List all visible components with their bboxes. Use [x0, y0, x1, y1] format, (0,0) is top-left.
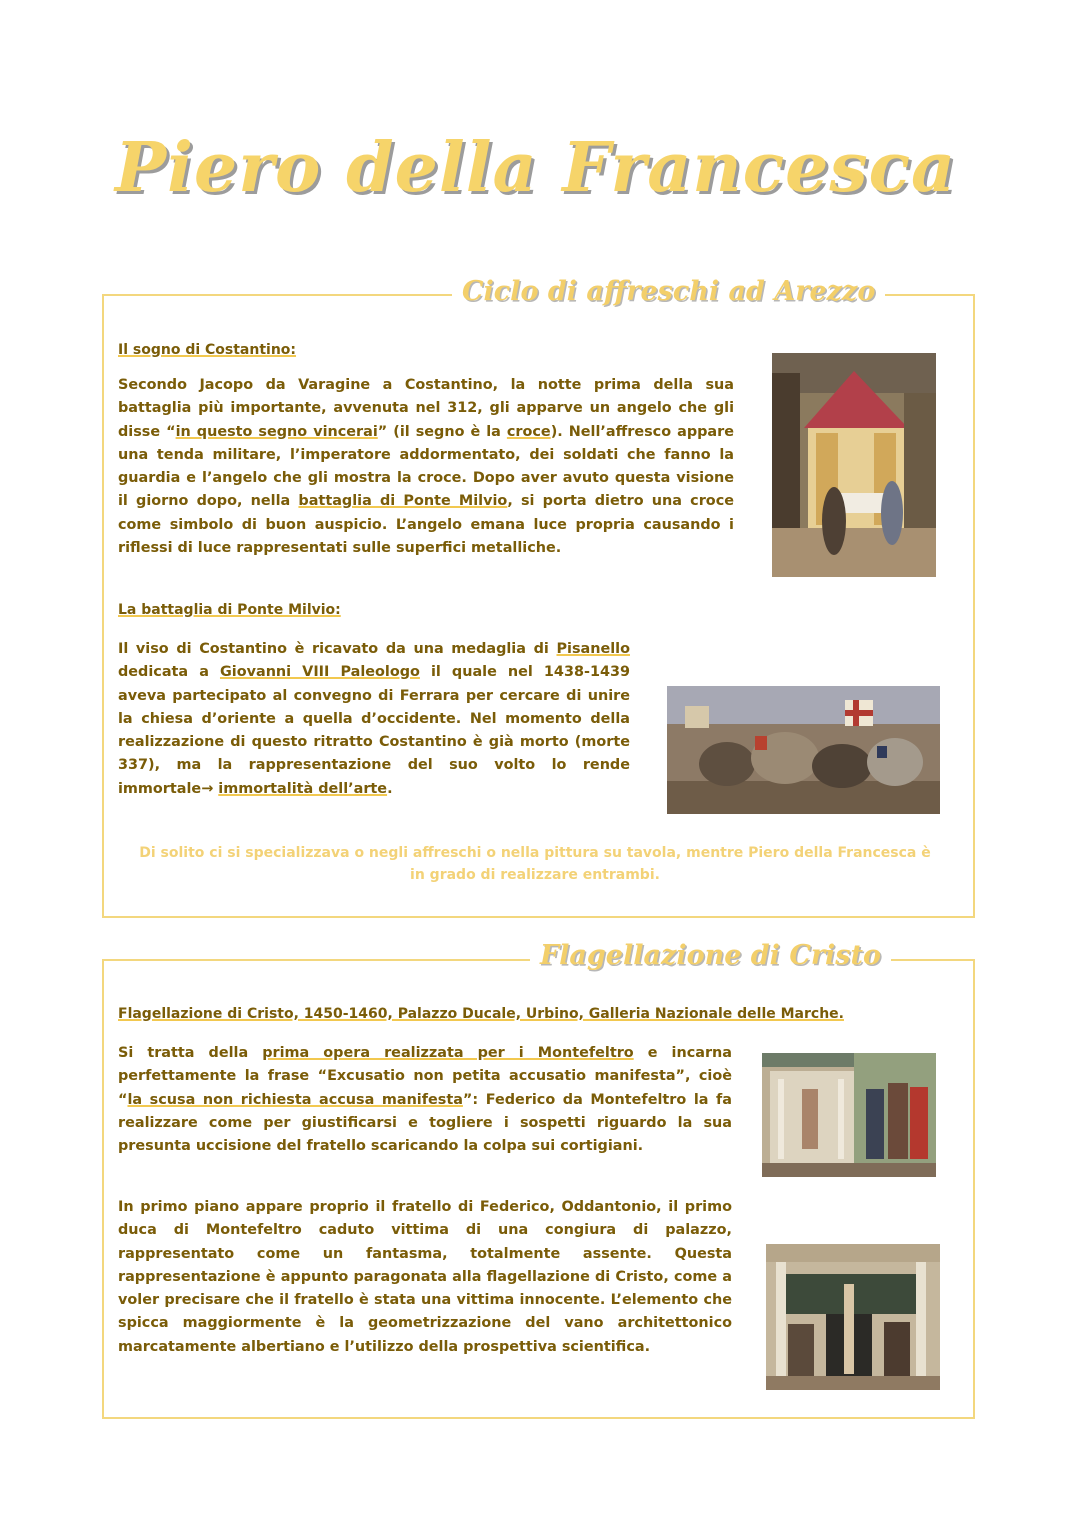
flagellazione-caption: Flagellazione di Cristo, 1450-1460, Palazzo Ducale, Urbino, Galleria Nazionale delle Marche.	[118, 1006, 844, 1022]
battaglia-paragraph: Il viso di Costantino è ricavato da una medaglia di Pisanello dedicata a Giovanni VIII Paleologo il quale nel 1438-1439 aveva partecipato al convegno di Ferrara per cercare di unire la chiesa d’oriente a quella d’occidente. Nel momento della realizzazione di questo ritratto Costantino è già morto (morte 337), ma la rappresentazione del suo volto lo rende immortale→ immortalità dell’arte.	[118, 641, 630, 797]
note-text: Di solito ci si specializzava o negli affreschi o nella pittura su tavola, mentre Piero della Francesca è in grado di realizzare entrambi.	[139, 845, 931, 883]
sogno-di-costantino-image	[772, 353, 936, 577]
immortalita-highlight: immortalità dell’arte	[218, 780, 388, 797]
battaglia-di-ponte-milvio-image	[667, 686, 940, 814]
flagellazione-image-2	[766, 1244, 940, 1390]
section-title-flagellazione: Flagellazione di Cristo	[530, 940, 891, 971]
prima-opera-highlight: prima opera realizzata per i Montefeltro	[262, 1045, 634, 1061]
giovanni-highlight: Giovanni VIII Paleologo	[219, 664, 420, 681]
flagellazione-paragraph-2: In primo piano appare proprio il fratello di Federico, Oddantonio, il primo duca di Montefeltro caduto vittima di una congiura di palazzo, rappresentato come un fantasma, totalmente assente. Questa rappresentazione è appunto paragonata alla flagellazione di Cristo, come a voler precisare che il fratello è stata una vittima innocente. L’elemento che spicca maggiormente è la geometrizzazione del vano architettonico marcatamente albertiano e l’utilizzo della prospettiva scientifica.	[118, 1199, 732, 1355]
page-title: Piero della Francesca	[115, 128, 957, 208]
scusa-highlight: la scusa non richiesta accusa manifesta	[127, 1091, 463, 1108]
flagellazione-paragraph-1: Si tratta della prima opera realizzata per i Montefeltro e incarna perfettamente la frase “Excusatio non petita accusatio manifesta”, cioè “la scusa non richiesta accusa manifesta”: Federico da Montefeltro la fa realizzare come per giustificarsi e togliere i sospetti riguardo la sua presunta uccisione del fratello scaricando la colpa sui cortigiani.	[118, 1045, 732, 1155]
croce-highlight: croce	[506, 423, 551, 440]
sogno-paragraph: Secondo Jacopo da Varagine a Costantino, la notte prima della sua battaglia più importante, avvenuta nel 312, gli apparve un angelo che gli disse “in questo segno vincerai” (il segno è la croce). Nell’affresco appare una tenda militare, l’imperatore addormentato, dei soldati che fanno la guardia e l’angelo che gli mostra la croce. Dopo aver avuto questa visione il giorno dopo, nella battaglia di Ponte Milvio, si porta dietro una croce come simbolo di buon auspicio. L’angelo emana luce propria causando i riflessi di luce rappresentati sulle superfici metalliche.	[118, 377, 734, 557]
pisanello-highlight: Pisanello	[556, 641, 630, 657]
flagellazione-image-1	[762, 1053, 936, 1177]
quote-in-questo-segno: in questo segno vincerai	[175, 423, 378, 440]
section-title-arezzo: Ciclo di affreschi ad Arezzo	[452, 276, 885, 307]
battaglia-highlight: battaglia di Ponte Milvio	[298, 493, 508, 510]
sogno-heading: Il sogno di Costantino:	[118, 342, 297, 358]
battaglia-heading: La battaglia di Ponte Milvio:	[118, 602, 341, 618]
